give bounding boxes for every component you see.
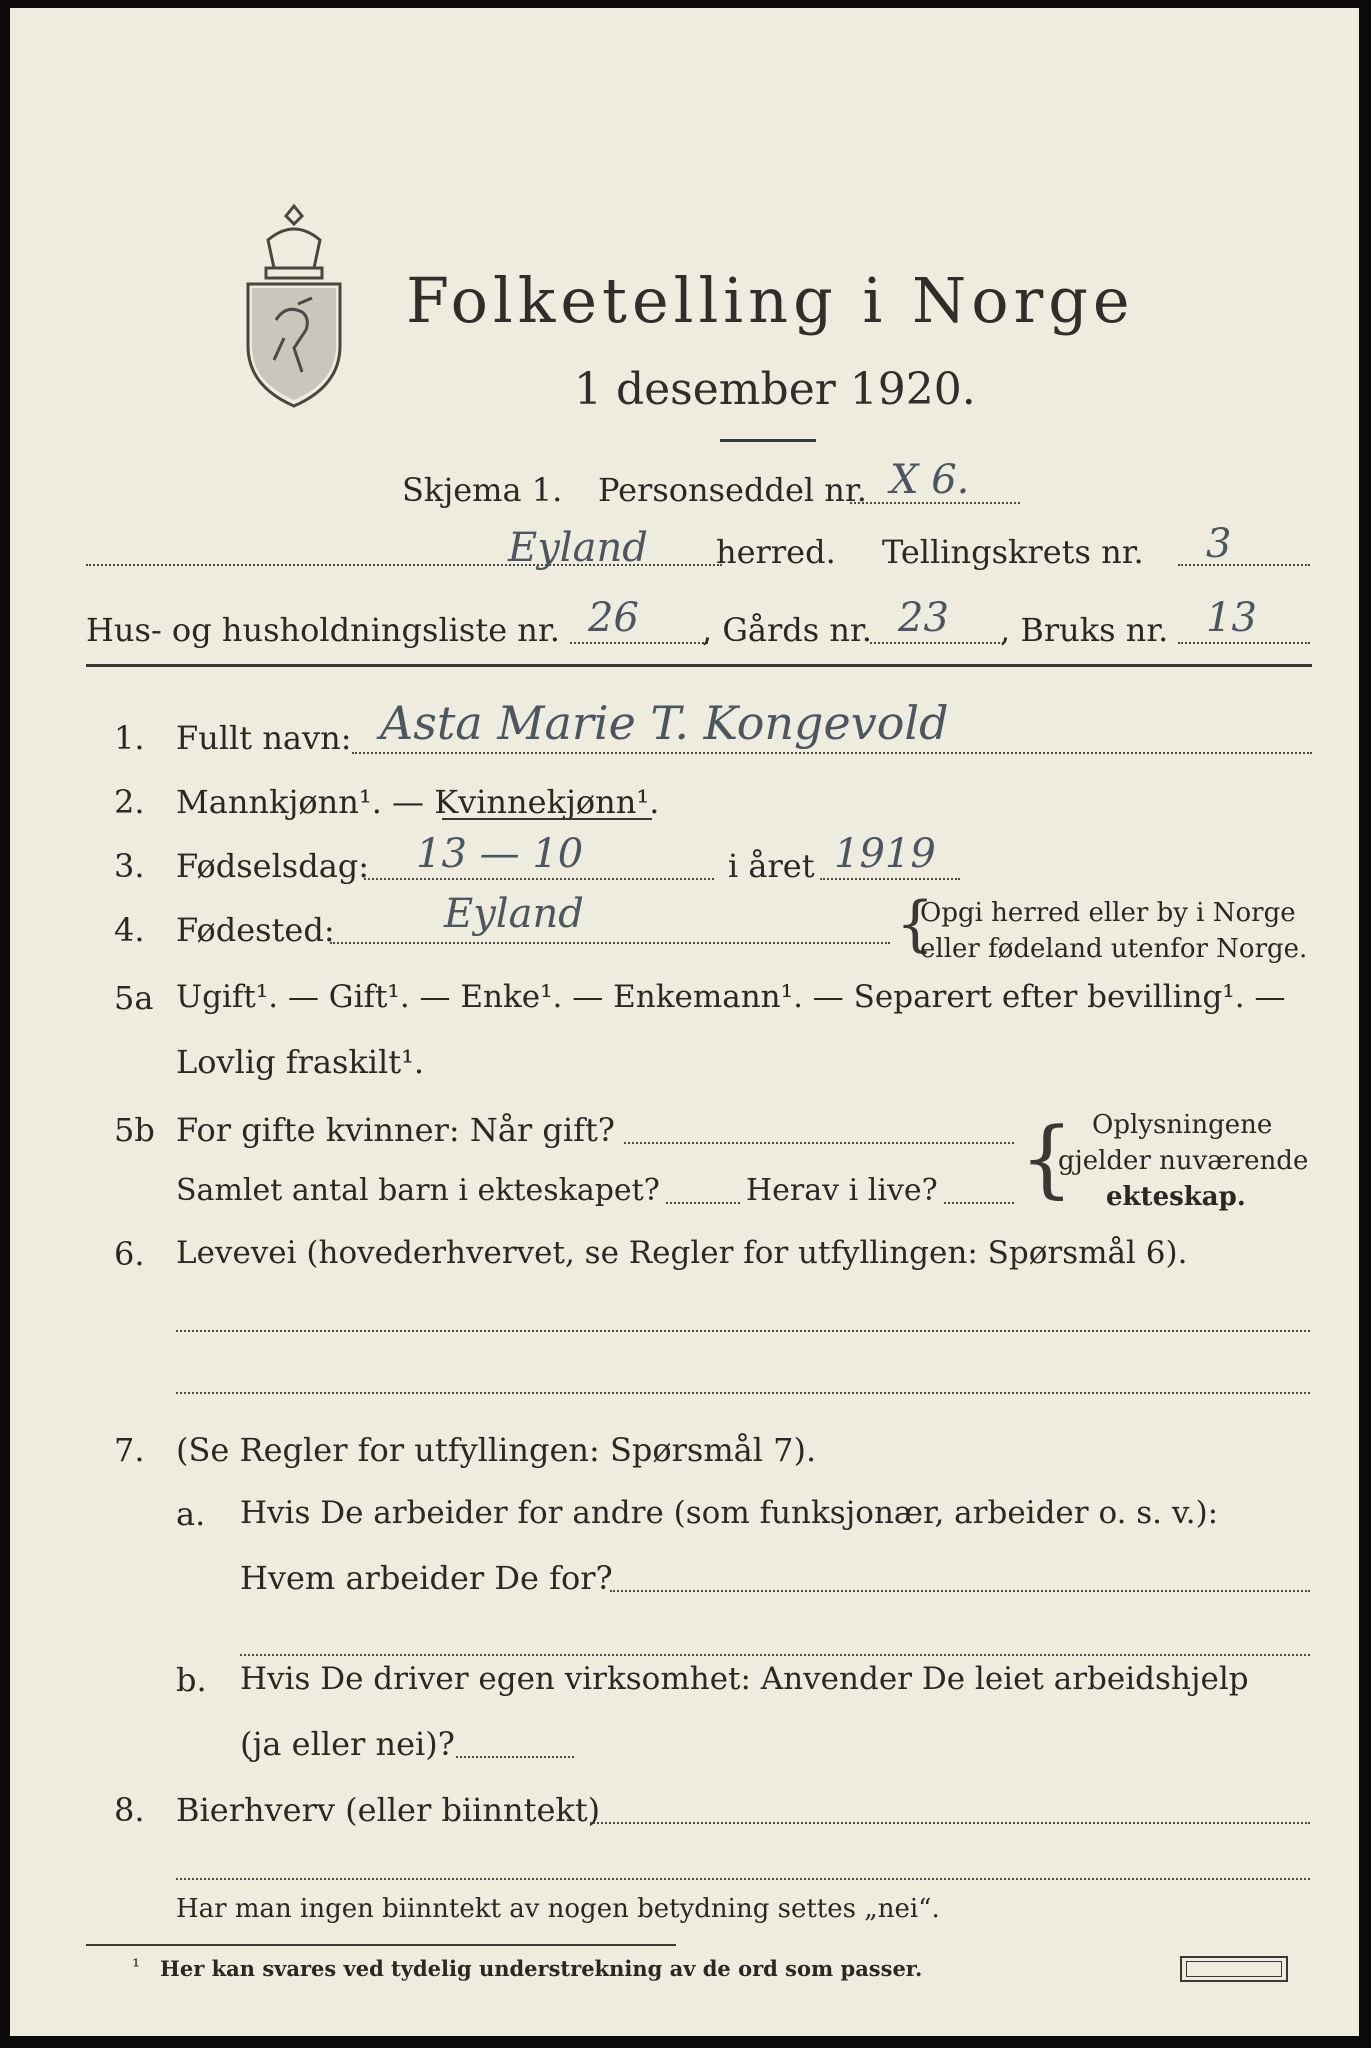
footer-divider (86, 1944, 676, 1946)
q3-number: 3. (114, 847, 145, 885)
bruks-label: , Bruks nr. (1000, 611, 1169, 649)
census-form (10, 8, 1359, 2036)
tellingskrets-value: 3 (1206, 521, 1232, 567)
q3-label: Fødselsdag: (176, 847, 370, 885)
birth-year-value: 1919 (834, 831, 936, 877)
footnote-text: Her kan svares ved tydelig understrekning av de ord som passer. (160, 1956, 923, 1981)
q5b-line2b: Herav i live? (746, 1173, 938, 1208)
gards-label: , Gårds nr. (702, 611, 872, 649)
q7a-letter: a. (176, 1495, 206, 1533)
q1-number: 1. (114, 719, 145, 757)
q5a-number: 5a (114, 979, 154, 1017)
page-title: Folketelling i Norge (406, 264, 1135, 337)
q7-label: (Se Regler for utfyllingen: Spørsmål 7). (176, 1431, 817, 1469)
q5b-note-brace: { (1020, 1109, 1074, 1207)
norwegian-coat-of-arms-icon (238, 200, 350, 410)
q5a-line2: Lovlig fraskilt¹. (176, 1043, 425, 1081)
full-name-value: Asta Marie T. Kongevold (380, 696, 949, 750)
bruks-value: 13 (1206, 595, 1257, 641)
birthday-value: 13 — 10 (416, 831, 584, 877)
q5b-note-line2: gjelder nuværende (1058, 1146, 1309, 1176)
q7a-line1: Hvis De arbeider for andre (som funksjonær, arbeider o. s. v.): (240, 1495, 1219, 1531)
personseddel-value: X 6. (890, 457, 970, 503)
q8-label: Bierhverv (eller biinntekt) (176, 1791, 601, 1829)
kvinnekjonn-underline (442, 818, 652, 820)
q4-note-line1: Opgi herred eller by i Norge (920, 898, 1296, 928)
q6-number: 6. (114, 1235, 145, 1273)
birthplace-value: Eyland (444, 891, 584, 937)
q7a-line2: Hvem arbeider De for? (240, 1559, 613, 1597)
q4-note-line2: eller fødeland utenfor Norge. (920, 934, 1308, 964)
herred-value: Eyland (508, 525, 648, 571)
herred-label: herred. (716, 533, 836, 571)
q7b-line1: Hvis De driver egen virksomhet: Anvender De leiet arbeidshjelp (240, 1661, 1249, 1697)
footnote-mark: ¹ (132, 1954, 141, 1978)
q8-note: Har man ingen biinntekt av nogen betydning settes „nei“. (176, 1894, 940, 1924)
q7-number: 7. (114, 1431, 145, 1469)
q5b-note-line1: Oplysningene (1092, 1110, 1273, 1140)
gards-value: 23 (898, 595, 949, 641)
q5a-line1: Ugift¹. — Gift¹. — Enke¹. — Enkemann¹. — Separert efter bevilling¹. — (176, 979, 1286, 1015)
q5b-number: 5b (114, 1111, 155, 1149)
hus-value: 26 (588, 595, 639, 641)
q5b-line1: For gifte kvinner: Når gift? (176, 1111, 615, 1149)
q4-number: 4. (114, 911, 145, 949)
q8-number: 8. (114, 1791, 145, 1829)
q2-number: 2. (114, 783, 145, 821)
hus-label: Hus- og husholdningsliste nr. (86, 611, 560, 649)
q1-label: Fullt navn: (176, 719, 352, 757)
printer-stamp-icon (1180, 1956, 1288, 1982)
q5b-line2a: Samlet antal barn i ekteskapet? (176, 1173, 660, 1208)
q6-label: Levevei (hovederhvervet, se Regler for utfyllingen: Spørsmål 6). (176, 1235, 1188, 1271)
title-divider (720, 439, 816, 442)
q7b-line2: (ja eller nei)? (240, 1725, 455, 1763)
q4-label: Fødested: (176, 911, 335, 949)
q2-label: Mannkjønn¹. — Kvinnekjønn¹. (176, 783, 660, 821)
q5b-note-line3: ekteskap. (1106, 1182, 1246, 1212)
q4-note-brace: { (896, 889, 935, 959)
q3-year-label: i året (728, 847, 815, 885)
personseddel-label: Personseddel nr. (598, 471, 867, 509)
header-divider (86, 664, 1312, 667)
q7b-letter: b. (176, 1661, 207, 1699)
tellingskrets-label: Tellingskrets nr. (882, 533, 1144, 571)
skjema-label: Skjema 1. (402, 471, 563, 509)
census-date: 1 desember 1920. (574, 364, 976, 415)
